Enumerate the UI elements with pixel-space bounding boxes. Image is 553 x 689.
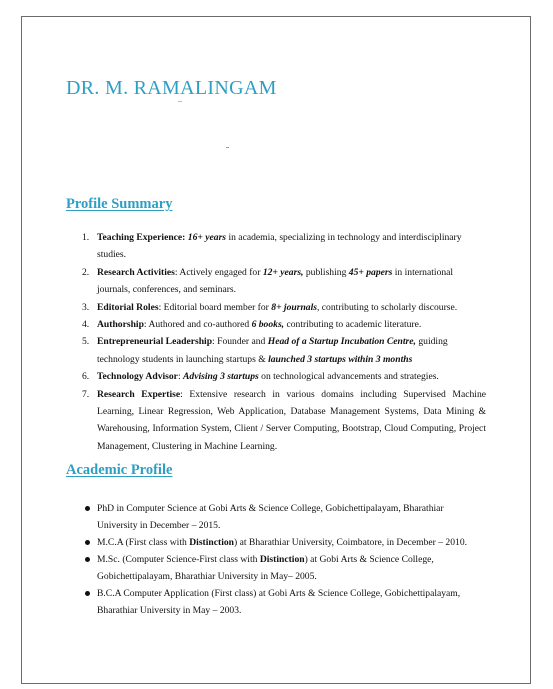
list-item [66,551,486,585]
item-text: ) at Gobi Arts & Science College, Gobichettipalayam, Bharathiar University in May– 2005. [97,554,434,582]
candidate-name: DR. M. RAMALINGAM [66,77,277,99]
item-text: PhD in Computer Science at Gobi Arts & Science College, Gobichettipalayam, Bharathiar University in December – 2015. [97,503,444,531]
item-number: 6. [82,371,90,383]
item-number: 5. [82,336,90,348]
list-item [66,500,486,534]
item-text: contributing to academic literature. [284,319,422,331]
list-item [66,585,486,619]
list-item [66,386,486,456]
decorative-mark [178,101,182,102]
item-highlight: Distinction [189,537,234,548]
item-text: : Extensive research in various domains including Supervised Machine Learning, Linear Regression, Web Application, Database Management Systems, Data Mining & Warehousing, Information System, Client / Server Computing, Bootstrap, Cloud Computing, Project Management, Clustering in Machine Learning. [97,388,487,452]
item-highlight: 8+ journals [271,301,317,313]
bullet-icon [85,591,90,596]
academic-profile-list [66,500,486,619]
item-number: 3. [82,301,90,313]
bullet-icon [85,557,90,562]
list-item [66,534,486,551]
item-label: Research Expertise [97,388,181,400]
list-item [66,229,486,264]
profile-summary-heading: Profile Summary [66,196,173,212]
item-highlight: launched 3 startups within 3 months [268,353,413,365]
profile-summary-list [66,229,486,455]
item-number: 2. [82,266,90,278]
bullet-icon [85,506,90,511]
list-item [66,264,486,299]
academic-profile-heading: Academic Profile [66,462,173,478]
item-number: 1. [82,232,90,243]
item-label: Teaching Experience: [97,232,186,243]
item-number: 4. [82,319,90,331]
item-text: in academia, specializing in technology and interdisciplinary studies. [97,232,462,261]
item-label: Research Activities [97,266,175,278]
item-highlight: 12+ years, [262,266,304,278]
item-text: on technological advancements and strategies. [258,371,439,383]
item-text: guiding technology students in launching startups & [97,336,448,365]
item-text: , contributing to scholarly discourse. [317,301,458,313]
item-text: publishing [303,266,349,278]
item-highlight: Advising 3 startups [183,371,259,383]
bullet-icon [85,540,90,545]
item-text: : Authored and co-authored [143,319,252,331]
item-label: Technology Advisor [97,371,178,383]
item-label: Editorial Roles [97,301,159,313]
item-highlight: 45+ papers [348,266,393,278]
item-text: : Editorial board member for [158,301,272,313]
decorative-mark [226,147,229,148]
item-text: in international journals, conferences, and seminars. [97,266,454,296]
item-text: B.C.A Computer Application (First class) at Gobi Arts & Science College, Gobichettipalayam, Bharathiar University in May – 2003. [97,588,461,616]
item-text: M.C.A (First class with [97,537,190,548]
item-text: ) at Bharathiar University, Coimbatore, in December – 2010. [234,537,468,548]
item-text: : Actively engaged for [174,266,263,278]
item-label: Entrepreneurial Leadership [97,336,213,348]
item-highlight: Distinction [259,554,305,565]
item-text: M.Sc. (Computer Science-First class with [97,554,260,565]
item-label: Authorship [97,319,144,331]
list-item [66,333,486,368]
item-text: : Founder and [212,336,268,348]
item-highlight: 16+ years [187,232,227,243]
item-highlight: Head of a Startup Incubation Centre, [267,336,416,348]
item-highlight: 6 books, [251,319,285,331]
list-item [66,299,486,316]
list-item [66,316,486,333]
item-number: 7. [82,388,90,400]
list-item [66,368,486,385]
item-text: : [177,371,184,383]
